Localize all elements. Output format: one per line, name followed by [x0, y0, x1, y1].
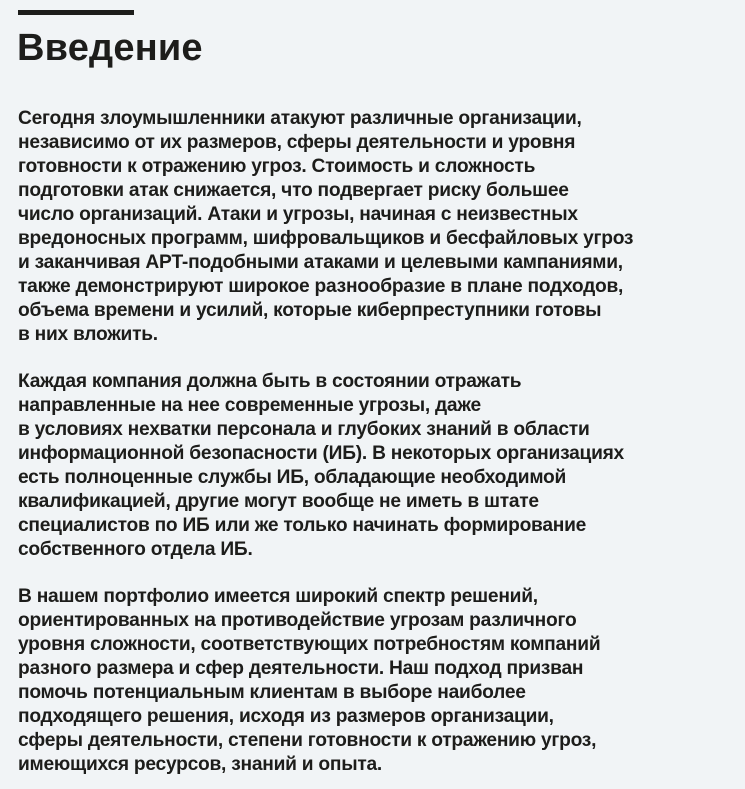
paragraph-line: квалификацией, другие могут вообще не иметь в штате [18, 491, 539, 512]
paragraph-line: В нашем портфолио имеется широкий спектр решений, [18, 586, 538, 607]
paragraph-line: разного размера и сфер деятельности. Наш подход призван [18, 658, 584, 679]
paragraph-line: также демонстрируют широкое разнообразие в плане подходов, [18, 276, 624, 297]
paragraph-line: помочь потенциальным клиентам в выборе наиболее [18, 682, 526, 703]
paragraph-line: Каждая компания должна быть в состоянии отражать [18, 371, 522, 392]
paragraph-line: готовности к отражению угроз. Стоимость и сложность [18, 156, 536, 177]
paragraph-line: есть полноценные службы ИБ, обладающие необходимой [18, 467, 567, 488]
paragraph-line: и заканчивая APT-подобными атаками и целевыми кампаниями, [18, 252, 623, 273]
paragraph-line: подходящего решения, исходя из размеров организации, [18, 706, 554, 727]
paragraph-line: собственного отдела ИБ. [18, 539, 253, 560]
paragraph-line: ориентированных на противодействие угрозам различного [18, 610, 577, 631]
paragraph-company-readiness [18, 370, 624, 562]
paragraph-line: объема времени и усилий, которые киберпреступники готовы [18, 300, 602, 321]
paragraph-line: в условиях нехватки персонала и глубоких знаний в области [18, 419, 590, 440]
paragraph-threat-landscape [18, 107, 633, 347]
paragraph-line: специалистов по ИБ или же только начинать формирование [18, 515, 587, 536]
section-accent-bar [18, 10, 134, 15]
section-title: Введение [17, 27, 203, 69]
paragraph-line: сферы деятельности, степени готовности к отражению угроз, [18, 730, 597, 751]
paragraph-line: направленные на нее современные угрозы, даже [18, 395, 481, 416]
paragraph-line: уровня сложности, соответствующих потребностям компаний [18, 634, 601, 655]
paragraph-line: Сегодня злоумышленники атакуют различные организации, [18, 108, 582, 129]
paragraph-line: информационной безопасности (ИБ). В некоторых организациях [18, 443, 624, 464]
paragraph-line: в них вложить. [18, 324, 158, 345]
paragraph-line: имеющихся ресурсов, знаний и опыта. [18, 754, 383, 775]
paragraph-line: независимо от их размеров, сферы деятельности и уровня [18, 132, 576, 153]
paragraph-line: подготовки атак снижается, что подвергает риску большее [18, 180, 569, 201]
paragraph-line: вредоносных программ, шифровальщиков и бесфайловых угроз [18, 228, 634, 249]
paragraph-portfolio [18, 585, 600, 777]
paragraph-line: число организаций. Атаки и угрозы, начиная с неизвестных [18, 204, 578, 225]
